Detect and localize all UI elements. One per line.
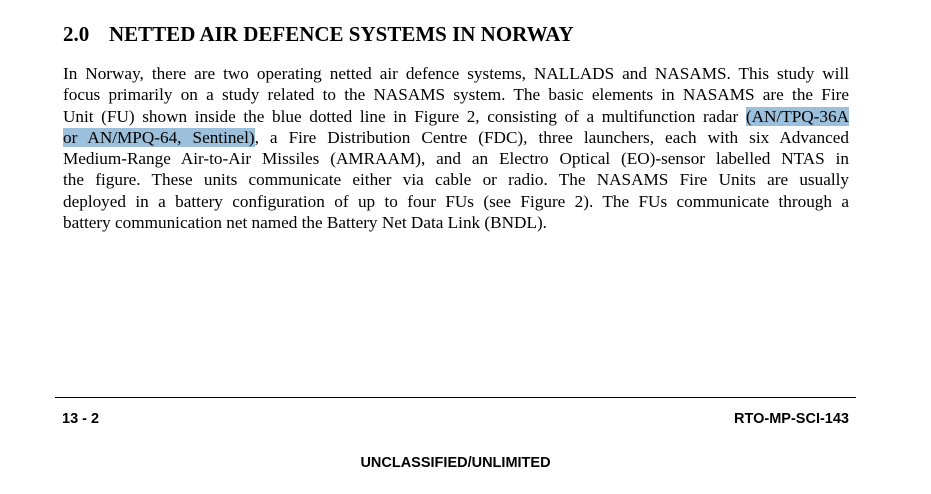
section-title: NETTED AIR DEFENCE SYSTEMS IN NORWAY bbox=[109, 22, 574, 46]
classification-label: UNCLASSIFIED/UNLIMITED bbox=[360, 455, 551, 471]
paragraph-line bbox=[63, 127, 849, 148]
highlighted-text[interactable]: (AN/TPQ-36A bbox=[745, 106, 849, 126]
section-heading bbox=[63, 22, 574, 46]
body-paragraph bbox=[63, 63, 849, 233]
paragraph-line: deployed in a battery configuration of up to four FUs (see Figure 2). The FUs communicate through a bbox=[63, 191, 849, 211]
paragraph-line bbox=[63, 106, 849, 127]
highlighted-text[interactable]: or AN/MPQ-64, Sentinel) bbox=[63, 127, 255, 147]
document-id: RTO-MP-SCI-143 bbox=[734, 411, 849, 427]
paragraph-line: the figure. These units communicate either via cable or radio. The NASAMS Fire Units are usually bbox=[63, 170, 849, 190]
paragraph-line: focus primarily on a study related to the NASAMS system. The basic elements in NASAMS are the Fire bbox=[63, 85, 849, 105]
paragraph-text: Unit (FU) shown inside the blue dotted line in Figure 2, consisting of a multifunction radar bbox=[63, 106, 739, 126]
footer-divider bbox=[55, 397, 856, 398]
paragraph-text: , a Fire Distribution Centre (FDC), three launchers, each with six Advanced bbox=[254, 127, 849, 147]
paragraph-line: Medium-Range Air-to-Air Missiles (AMRAAM), and an Electro Optical (EO)-sensor labelled NTAS in bbox=[63, 149, 849, 169]
section-number: 2.0 bbox=[63, 22, 90, 46]
page-number: 13 - 2 bbox=[62, 411, 100, 427]
paragraph-line: battery communication net named the Battery Net Data Link (BNDL). bbox=[63, 213, 547, 233]
paragraph-line: In Norway, there are two operating netted air defence systems, NALLADS and NASAMS. This study will bbox=[63, 64, 849, 83]
